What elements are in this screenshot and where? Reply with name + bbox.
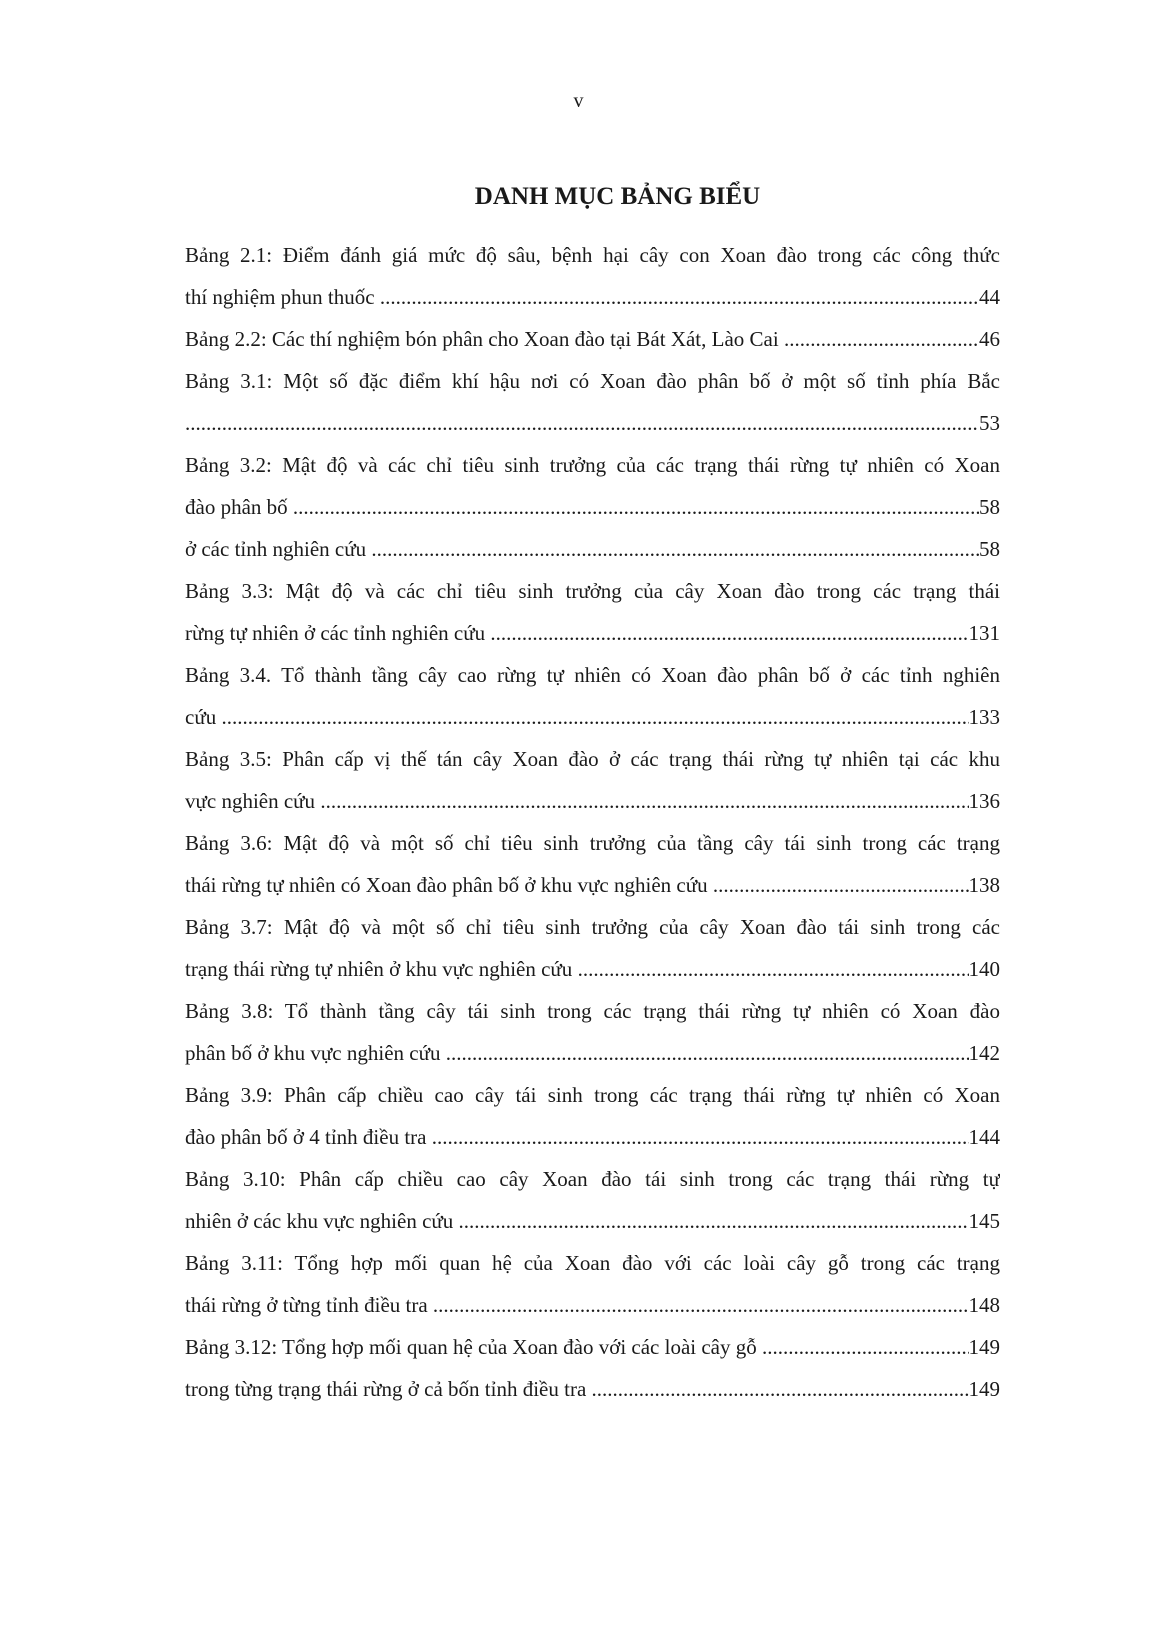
toc-entry[interactable] xyxy=(185,528,1000,570)
toc-entry[interactable] xyxy=(185,1074,1000,1158)
toc-entry-last-line xyxy=(185,318,1000,360)
toc-entry-last-line xyxy=(185,528,1000,570)
toc-entry-text xyxy=(185,402,979,444)
toc-entry-line xyxy=(185,738,1000,780)
toc-entry-last-line xyxy=(185,1200,1000,1242)
toc-entry-line xyxy=(185,906,1000,948)
toc-entry-line xyxy=(185,234,1000,276)
toc-entry-text: đào phân bố ở 4 tỉnh điều tra ..... xyxy=(185,1116,969,1158)
toc-entry-line xyxy=(185,1158,1000,1200)
toc-entry-last-line xyxy=(185,1368,1000,1410)
toc-entry-text: ở các tỉnh nghiên cứu ..... xyxy=(185,528,979,570)
toc-entry-page-number: 53 xyxy=(979,411,1000,435)
toc-entry-last-line xyxy=(185,1032,1000,1074)
toc-entry-page-number: 149 xyxy=(968,1335,1000,1359)
toc-entry[interactable] xyxy=(185,738,1000,822)
toc-entry-line xyxy=(185,570,1000,612)
toc-entry[interactable] xyxy=(185,360,1000,444)
page-number: v xyxy=(573,90,584,112)
toc-entry-page-number: 136 xyxy=(968,789,1000,813)
toc-entry[interactable] xyxy=(185,990,1000,1074)
toc-entry-last-line xyxy=(185,1326,1000,1368)
toc-entry-last-line xyxy=(185,1284,1000,1326)
toc-entry-last-line xyxy=(185,486,1000,528)
toc-entry[interactable] xyxy=(185,1158,1000,1242)
toc-entry-page-number: 138 xyxy=(968,873,1000,897)
toc-entry-page-number: 149 xyxy=(968,1377,1000,1401)
toc-entry-line xyxy=(185,1074,1000,1116)
toc-entry[interactable] xyxy=(185,1326,1000,1368)
toc-entry-text: rừng tự nhiên ở các tỉnh nghiên cứu ..... xyxy=(185,612,969,654)
toc-entry[interactable] xyxy=(185,234,1000,318)
toc-entry[interactable] xyxy=(185,1242,1000,1326)
toc-entry-text: Bảng 3.9: Phân cấp chiều cao cây tái sinh trong các trạng thái rừng tự nhiên có Xoan xyxy=(185,1083,1000,1107)
toc-entry-last-line xyxy=(185,276,1000,318)
toc-entry-text: trạng thái rừng tự nhiên ở khu vực nghiên cứu ..... xyxy=(185,948,969,990)
toc-entry-page-number: 133 xyxy=(968,705,1000,729)
toc-entry-line xyxy=(185,1242,1000,1284)
toc-entry-text: Bảng 3.7: Mật độ và một số chỉ tiêu sinh trưởng của cây Xoan đào tái sinh trong các xyxy=(185,915,1000,939)
toc-entry-text: thái rừng ở từng tỉnh điều tra ..... xyxy=(185,1284,969,1326)
toc-entry-text: cứu ..... xyxy=(185,696,969,738)
toc-entry-page-number: 145 xyxy=(968,1209,1000,1233)
toc-entry-text: thái rừng tự nhiên có Xoan đào phân bố ở khu vực nghiên cứu ..... xyxy=(185,864,969,906)
toc-entry-last-line xyxy=(185,612,1000,654)
toc-entry-text: Bảng 2.2: Các thí nghiệm bón phân cho Xoan đào tại Bát Xát, Lào Cai ..... xyxy=(185,318,979,360)
toc-entry[interactable] xyxy=(185,444,1000,528)
toc-entry-line xyxy=(185,990,1000,1032)
toc-entry-text: Bảng 3.11: Tổng hợp mối quan hệ của Xoan đào với các loài cây gỗ trong các trạng xyxy=(185,1251,1000,1275)
toc-entry-page-number: 148 xyxy=(968,1293,1000,1317)
toc-entry-last-line xyxy=(185,780,1000,822)
toc-entry-text: Bảng 3.8: Tổ thành tầng cây tái sinh trong các trạng thái rừng tự nhiên có Xoan đào xyxy=(185,999,1000,1023)
toc-entry-page-number: 140 xyxy=(968,957,1000,981)
toc-entry[interactable] xyxy=(185,906,1000,990)
toc-entry-text: Bảng 3.12: Tổng hợp mối quan hệ của Xoan đào với các loài cây gỗ ..... xyxy=(185,1326,969,1368)
toc-entry[interactable] xyxy=(185,318,1000,360)
toc-entry-line xyxy=(185,444,1000,486)
toc-entry-text: trong từng trạng thái rừng ở cả bốn tỉnh điều tra ..... xyxy=(185,1368,969,1410)
toc-entry-text: đào phân bố ..... xyxy=(185,486,979,528)
toc-entry-last-line xyxy=(185,948,1000,990)
toc-entry-text: Bảng 3.2: Mật độ và các chỉ tiêu sinh trưởng của các trạng thái rừng tự nhiên có Xoan xyxy=(185,453,1000,477)
page-title: DANH MỤC BẢNG BIỂU xyxy=(474,183,761,210)
toc-entry-page-number: 144 xyxy=(968,1125,1000,1149)
toc-entry-text: phân bố ở khu vực nghiên cứu ..... xyxy=(185,1032,969,1074)
table-of-contents xyxy=(185,234,1000,1410)
toc-entry-last-line xyxy=(185,696,1000,738)
toc-entry-last-line xyxy=(185,402,1000,444)
toc-entry-text: Bảng 3.5: Phân cấp vị thế tán cây Xoan đào ở các trạng thái rừng tự nhiên tại các khu xyxy=(185,747,1000,771)
toc-entry-text: Bảng 3.10: Phân cấp chiều cao cây Xoan đào tái sinh trong các trạng thái rừng tự xyxy=(185,1167,1000,1191)
toc-entry-text: Bảng 3.3: Mật độ và các chỉ tiêu sinh trưởng của cây Xoan đào trong các trạng thái xyxy=(185,579,1000,603)
toc-entry-last-line xyxy=(185,864,1000,906)
toc-entry-page-number: 58 xyxy=(979,495,1000,519)
toc-entry-page-number: 46 xyxy=(979,327,1000,351)
toc-entry-text: vực nghiên cứu ..... xyxy=(185,780,969,822)
toc-entry-line xyxy=(185,822,1000,864)
toc-entry-text: nhiên ở các khu vực nghiên cứu ..... xyxy=(185,1200,969,1242)
toc-entry[interactable] xyxy=(185,654,1000,738)
toc-entry-page-number: 58 xyxy=(979,537,1000,561)
toc-entry-text: Bảng 3.4. Tổ thành tầng cây cao rừng tự nhiên có Xoan đào phân bố ở các tỉnh nghiên xyxy=(185,663,1000,687)
toc-entry-page-number: 131 xyxy=(968,621,1000,645)
toc-entry-line xyxy=(185,654,1000,696)
toc-entry-page-number: 44 xyxy=(979,285,1000,309)
toc-entry-line xyxy=(185,360,1000,402)
toc-entry-text: thí nghiệm phun thuốc ..... xyxy=(185,276,979,318)
toc-entry[interactable] xyxy=(185,1368,1000,1410)
toc-entry-last-line xyxy=(185,1116,1000,1158)
toc-entry[interactable] xyxy=(185,570,1000,654)
toc-entry-page-number: 142 xyxy=(968,1041,1000,1065)
toc-entry-text: Bảng 3.1: Một số đặc điểm khí hậu nơi có Xoan đào phân bố ở một số tỉnh phía Bắc xyxy=(185,369,1000,393)
toc-entry[interactable] xyxy=(185,822,1000,906)
toc-entry-text: Bảng 2.1: Điểm đánh giá mức độ sâu, bệnh hại cây con Xoan đào trong các công thức xyxy=(185,243,1000,267)
toc-entry-text: Bảng 3.6: Mật độ và một số chỉ tiêu sinh trưởng của tầng cây tái sinh trong các trạng xyxy=(185,831,1000,855)
